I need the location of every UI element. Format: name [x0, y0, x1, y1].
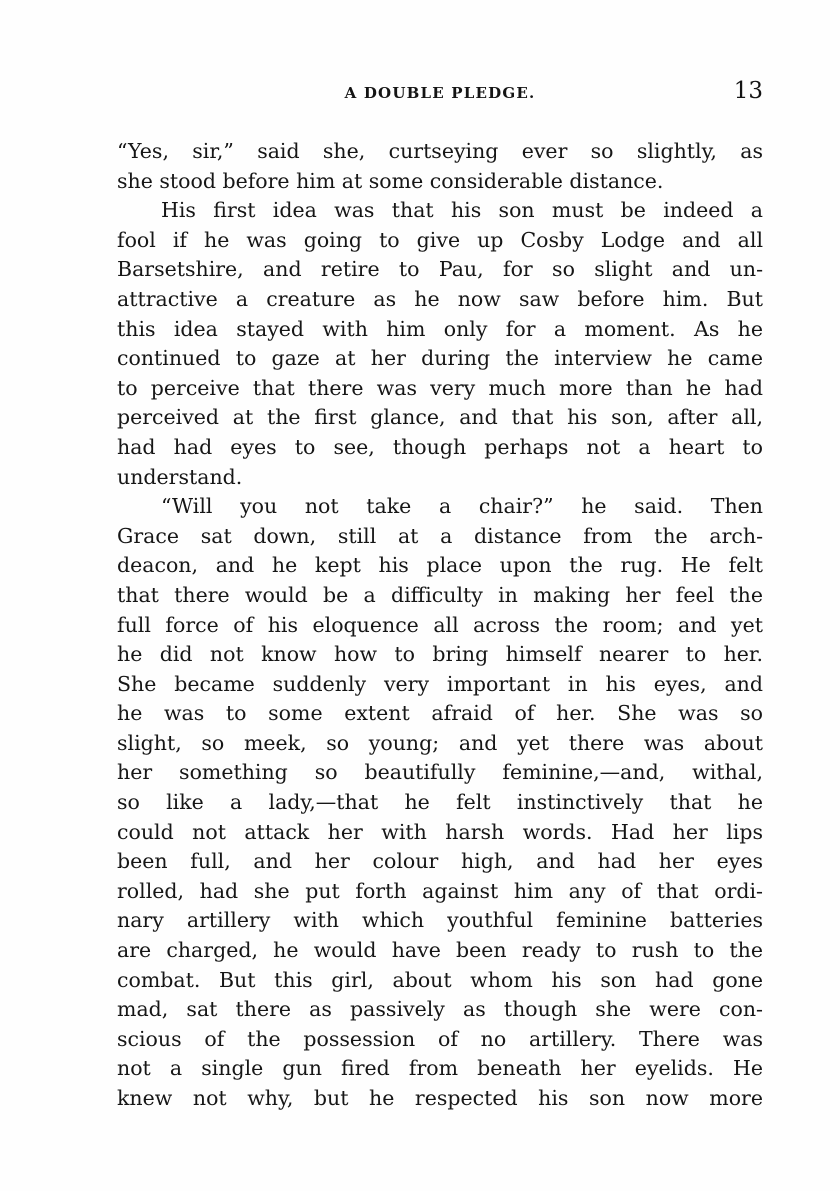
running-head — [115, 78, 765, 108]
text-line: he did not know how to bring himself nearer to her. — [117, 642, 763, 667]
text-line: understand. — [117, 464, 243, 489]
text-line: her something so beautifully feminine,—and, withal, — [117, 760, 763, 785]
text-line: he was to some extent afraid of her. She was so — [117, 701, 763, 726]
text-line: had had eyes to see, though perhaps not a heart to — [117, 434, 763, 459]
text-line: deacon, and he kept his place upon the rug. He felt — [117, 553, 763, 578]
text-line: this idea stayed with him only for a moment. As he — [117, 316, 763, 341]
text-line: are charged, he would have been ready to rush to the — [117, 938, 763, 963]
text-line: been full, and her colour high, and had her eyes — [117, 849, 763, 874]
text-line: attractive a creature as he now saw before him. But — [117, 286, 763, 311]
text-line: knew not why, but he respected his son now more — [117, 1086, 763, 1110]
text-line: Grace sat down, still at a distance from the arch- — [117, 523, 763, 548]
body-text — [117, 137, 763, 1114]
text-line: that there would be a difficulty in making her feel the — [117, 582, 763, 607]
text-line: Barsetshire, and retire to Pau, for so slight and un- — [117, 257, 763, 282]
text-line: rolled, had she put forth against him any of that ordi- — [117, 878, 763, 903]
text-line: combat. But this girl, about whom his son had gone — [117, 967, 763, 992]
text-line: mad, sat there as passively as though she were con- — [117, 997, 763, 1022]
page-number: 13 — [733, 78, 763, 104]
text-line: she stood before him at some considerable distance. — [117, 168, 664, 193]
text-line: nary artillery with which youthful feminine batteries — [117, 908, 763, 933]
text-line: to perceive that there was very much more than he had — [117, 375, 763, 400]
text-line: She became suddenly very important in his eyes, and — [117, 671, 763, 696]
text-line: “Will you not take a chair?” he said. Then — [161, 494, 763, 519]
text-line: “Yes, sir,” said she, curtseying ever so slightly, as — [117, 139, 763, 163]
text-line: His first idea was that his son must be indeed a — [161, 198, 763, 223]
text-line: continued to gaze at her during the interview he came — [117, 346, 763, 371]
text-line: fool if he was going to give up Cosby Lodge and all — [117, 227, 763, 252]
text-line: could not attack her with harsh words. Had her lips — [117, 819, 763, 844]
text-line: full force of his eloquence all across the room; and yet — [117, 612, 763, 637]
text-line: perceived at the first glance, and that his son, after all, — [117, 405, 763, 430]
text-line: so like a lady,—that he felt instinctively that he — [117, 790, 763, 815]
text-line: not a single gun fired from beneath her eyelids. He — [117, 1056, 763, 1081]
running-title: A DOUBLE PLEDGE. — [344, 84, 536, 102]
text-line: scious of the possession of no artillery. There was — [117, 1026, 763, 1051]
text-line: slight, so meek, so young; and yet there was about — [117, 730, 763, 755]
